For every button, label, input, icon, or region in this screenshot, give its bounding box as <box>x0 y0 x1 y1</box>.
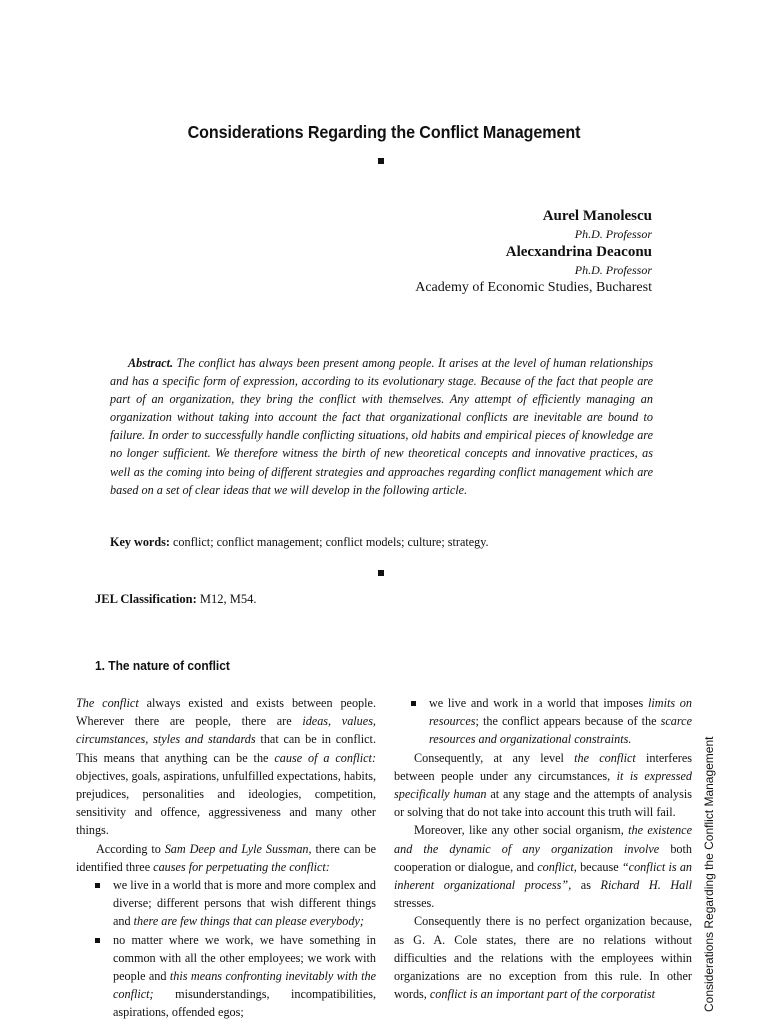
bullet-icon <box>95 938 100 943</box>
keywords <box>110 535 653 550</box>
side-running-header: Considerations Regarding the Conflict Management <box>702 736 716 1012</box>
paragraph: Consequently there is no perfect organization because, as G. A. Cole states, there are no relations without difficulties and the relations with the employees within organizations are no exception from this rule. In other words, conflict is an important part of the corporatist <box>394 914 692 1002</box>
bullet-icon <box>95 883 100 888</box>
left-column <box>76 694 376 1022</box>
abstract-label: Abstract. <box>128 356 174 370</box>
author-block <box>252 206 652 298</box>
paper-title: Considerations Regarding the Conflict Management <box>187 122 581 142</box>
keywords-label: Key words: <box>110 535 170 549</box>
keywords-text: conflict; conflict management; conflict models; culture; strategy. <box>172 535 489 549</box>
author-title: Ph.D. Professor <box>574 227 652 241</box>
list-item: we live and work in a world that imposes limits on resources; the conflict appears because of the scarce resources and organizational constraints. <box>394 694 692 749</box>
paragraph: Consequently, at any level the conflict interferes between people under any circumstances, it is expressed specifically human at any stage and the attempts of analysis or solving that do not take into account this truth will fail. <box>394 750 692 820</box>
abstract-text: The conflict has always been present among people. It arises at the level of human relationships and has a specific form of expression, according to its evolutionary stage. Because of the fact that people are part of an organization, they bring the conflict with themselves. Any attempt of efficiently managing an organization without taking into account the fact that organizational conflicts are inevitable are bound to failure. In order to successfully handle conflicting situations, old habits and empirical pieces of knowledge are no longer sufficient. We therefore witness the birth of new theoretical concepts and innovative practices, as well as the coming into being of different strategies and approaches regarding conflict management which are based on a set of clear ideas that we will develop in the following article. <box>110 356 654 497</box>
author-name: Aurel Manolescu <box>542 208 652 224</box>
bullet-icon <box>411 701 416 706</box>
separator-square <box>378 570 384 576</box>
section-heading: 1. The nature of conflict <box>95 658 230 673</box>
jel-label: JEL Classification: <box>95 592 197 606</box>
author-title: Ph.D. Professor <box>574 263 652 277</box>
list-item: we live in a world that is more and more complex and diverse; different persons that wish different things and there are few things that can please everybody; <box>76 876 376 931</box>
right-column <box>394 694 692 1003</box>
bullet-list <box>394 694 692 749</box>
paragraph: The conflict always existed and exists between people. Wherever there are people, there are ideas, values, circumstances, styles and standards that can be in conflict. This means that anything can be the cause of a conflict: objectives, goals, aspirations, unfulfilled expectations, habits, prejudices, personalities and ideologies, competition, sensitivity and offence, aggressiveness and many other things. <box>76 696 376 838</box>
bullet-list <box>76 876 376 1022</box>
paragraph: Moreover, like any other social organism, the existence and the dynamic of any organization involve both cooperation or dialogue, and conflict, because “conflict is an inherent organizational process”, as Richard H. Hall stresses. <box>394 823 693 911</box>
separator-square <box>378 158 384 164</box>
jel-classification <box>95 592 256 607</box>
author-name: Alecxandrina Deaconu <box>505 244 652 260</box>
list-item: no matter where we work, we have something in common with all the other employees; we work with people and this means confronting inevitably with the conflict; misunderstandings, incompatibilities, aspirations, offended egos; <box>76 931 376 1022</box>
affiliation: Academy of Economic Studies, Bucharest <box>415 280 652 295</box>
abstract <box>110 354 653 499</box>
paragraph: According to Sam Deep and Lyle Sussman, there can be identified three causes for perpetuating the conflict: <box>76 841 376 874</box>
jel-text: M12, M54. <box>199 592 257 606</box>
